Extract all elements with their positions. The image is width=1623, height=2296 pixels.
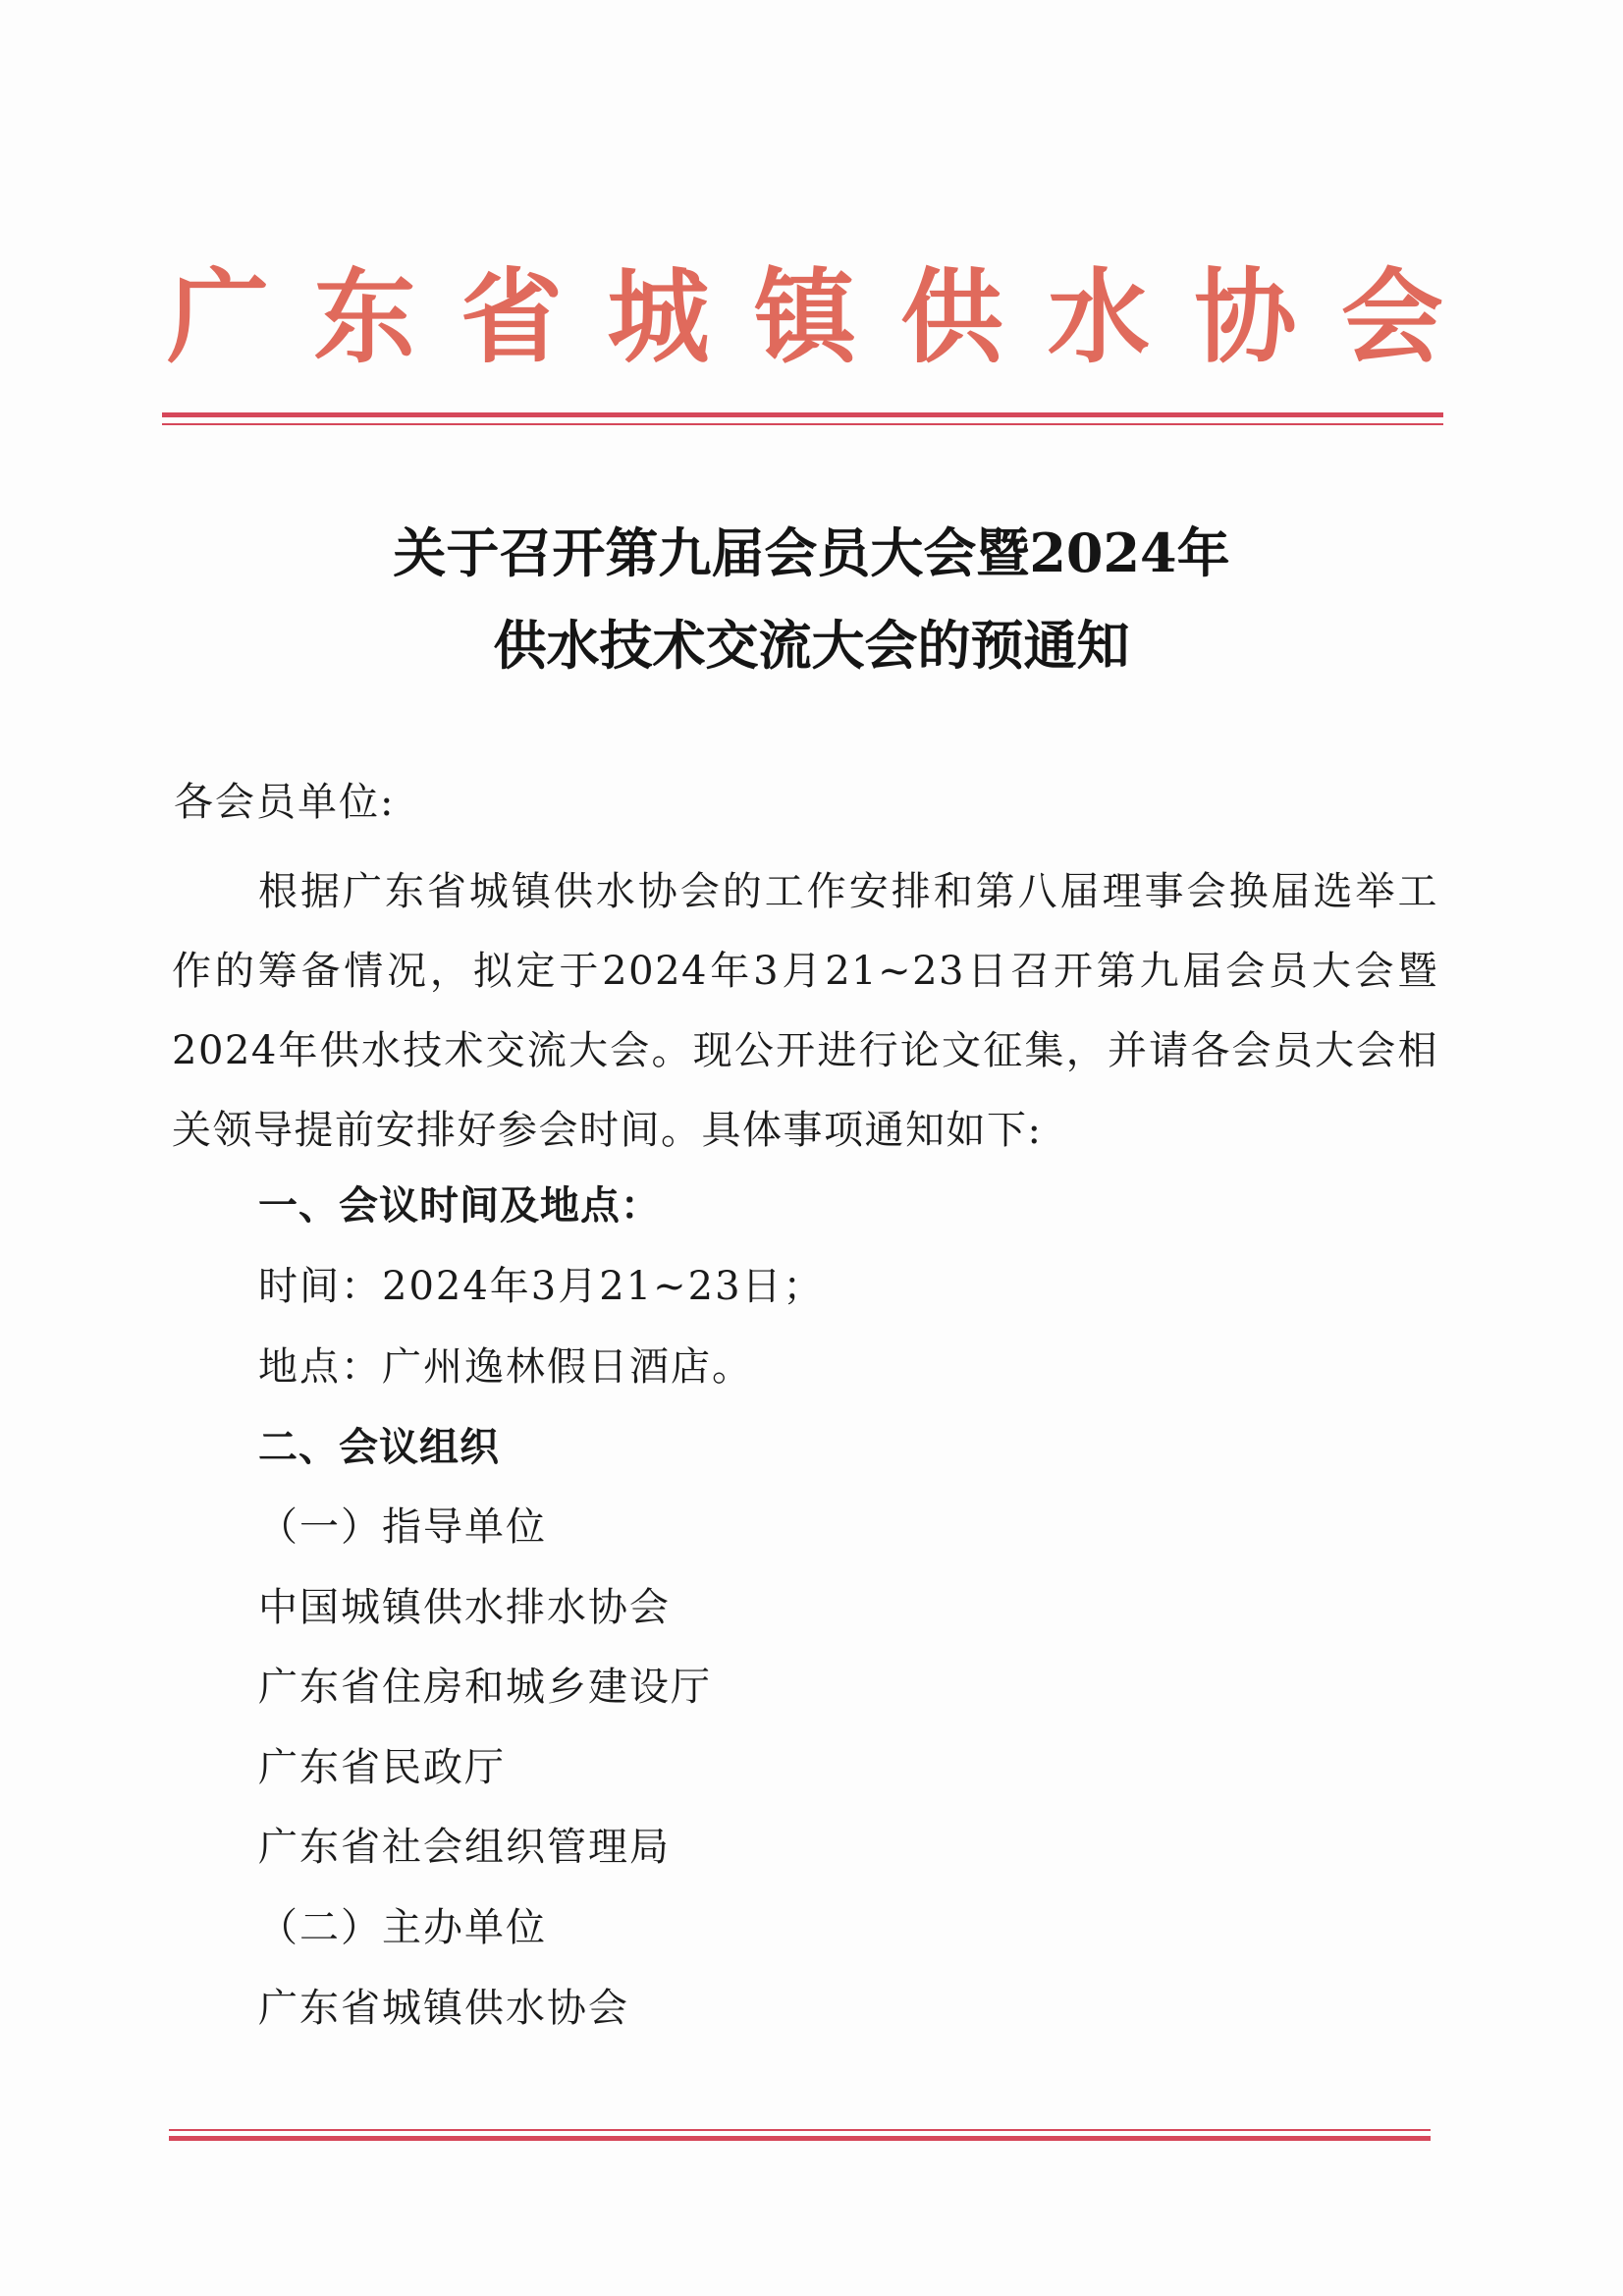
- footer-divider-thick: [169, 2136, 1431, 2141]
- document-title-line-2: 供水技术交流大会的预通知: [493, 614, 1130, 677]
- letterhead-divider-thin: [162, 423, 1443, 425]
- letterhead-char: 供: [900, 256, 1003, 377]
- meeting-time: 时间：2024年3月21~23日；: [258, 1264, 825, 1309]
- guidance-unit-item: 广东省民政厅: [258, 1745, 506, 1790]
- document-title-line-1: 关于召开第九届会员大会暨2024年: [393, 521, 1230, 584]
- guidance-unit-item: 中国城镇供水排水协会: [258, 1585, 671, 1630]
- subheading-host-units: （二）主办单位: [258, 1905, 547, 1950]
- letterhead-char: 会: [1340, 256, 1443, 377]
- letterhead-char: 东: [313, 256, 416, 377]
- letterhead-char: 镇: [753, 256, 856, 377]
- footer-divider-thin: [169, 2129, 1431, 2131]
- letterhead-char: 省: [460, 256, 563, 377]
- section-heading-time-place: 一、会议时间及地点：: [258, 1182, 661, 1229]
- guidance-unit-item: 广东省住房和城乡建设厅: [258, 1665, 712, 1710]
- meeting-place: 地点：广州逸林假日酒店。: [258, 1344, 753, 1390]
- letterhead-char: 城: [607, 256, 710, 377]
- subheading-guidance-units: （一）指导单位: [258, 1504, 547, 1550]
- salutation: 各会员单位:: [174, 780, 396, 825]
- letterhead-char: 广: [167, 256, 270, 377]
- letterhead-org-name: [167, 253, 1443, 381]
- intro-paragraph: 根据广东省城镇供水协会的工作安排和第八届理事会换届选举工作的筹备情况，拟定于2024年3月21~23日召开第九届会员大会暨2024年供水技术交流大会。现公开进行论文征集，并请各会员大会相关领导提前安排好参会时间。具体事项通知如下:: [172, 869, 1438, 1153]
- host-unit-item: 广东省城镇供水协会: [258, 1986, 629, 2031]
- letterhead-char: 协: [1194, 256, 1297, 377]
- section-heading-organization: 二、会议组织: [258, 1424, 500, 1470]
- letterhead-char: 水: [1047, 256, 1150, 377]
- letterhead-divider-thick: [162, 412, 1443, 417]
- guidance-unit-item: 广东省社会组织管理局: [258, 1825, 671, 1870]
